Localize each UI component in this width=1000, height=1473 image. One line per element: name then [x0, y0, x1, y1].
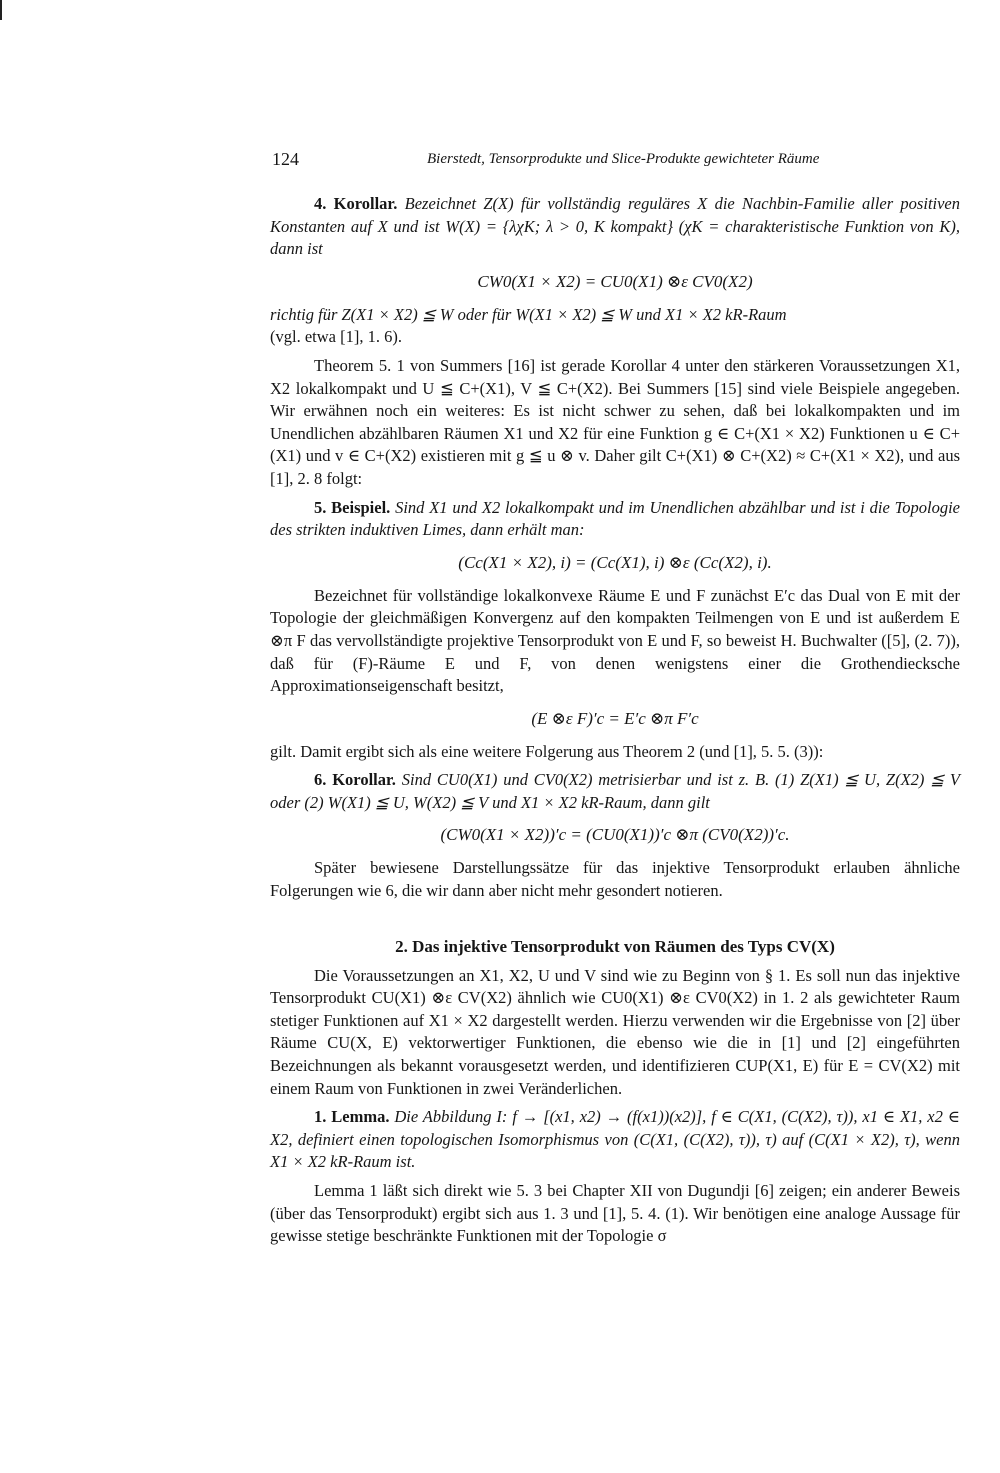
beispiel-5-text: Sind X1 und X2 lokalkompakt und im Unendlichen abzählbar und ist i die Topologie des strikten induktiven Limes, dann erhält man: [270, 497, 960, 540]
korollar-4-after: richtig für Z(X1 × X2) ≦ W oder für W(X1 × X2) ≦ W und X1 × X2 kR-Raum [270, 304, 787, 324]
section-2-paragraph: Die Voraussetzungen an X1, X2, U und V sind wie zu Beginn von § 1. Es soll nun das injektive Tensorprodukt CU(X1) ⊗ε CV(X2) ähnlich wie CU0(X1) ⊗ε CV0(X2) in 1. 2 als gewichteter Raum stetiger Funktionen auf X1 × X2 dargestellt werden. Hierzu verwenden wir die Ergebnisse von [2] über Räume CU(X, E) vektorwertiger Funktionen, die ebenso wie die in [1] und [2] eingeführten Bezeichnungen als bekannt vorausgesetzt werden, und identifizieren CUP(X1, E) für E = CV(X2) mit einem Raum von Funktionen in zwei Veränderlichen. [270, 965, 960, 1098]
korollar-4-ref: (vgl. etwa [1], 1. 6). [270, 327, 402, 347]
page-header [272, 149, 832, 173]
lemma-1-text: Die Abbildung I: f → [(x1, x2) → (f(x1))(x2)], f ∈ C(X1, (C(X2), τ)), x1 ∈ X1, x2 ∈ X2, definiert einen topologischen Isomorphismus von (C(X1, (C(X2), τ)), τ) auf (C(X1 × X2), τ), wenn X1 × X2 kR-Raum ist. [270, 1107, 960, 1172]
korollar-4-text: Bezeichnet Z(X) für vollständig reguläres X die Nachbin-Familie aller positiven Konstanten auf X und ist W(X) = {λχK; λ > 0, K kompakt} (χK = charakteristische Funktion von K), dann ist [270, 194, 961, 259]
scan-edge-mark [0, 0, 2, 20]
equation-cw0-dual: (CW0(X1 × X2))′c = (CU0(X1))′c ⊗π (CV0(X2))′c. [440, 825, 790, 845]
page-number: 124 [272, 149, 299, 169]
beispiel-5 [270, 497, 960, 542]
equation-cc: (Cc(X1 × X2), i) = (Cc(X1), i) ⊗ε (Cc(X2), i). [458, 552, 772, 572]
korollar-6-text: Sind CU0(X1) und CV0(X2) metrisierbar und ist z. B. (1) Z(X1) ≦ U, Z(X2) ≦ V oder (2) W(X1) ≦ U, W(X2) ≦ V und X1 × X2 kR-Raum, dann gilt [270, 770, 960, 812]
korollar-4-condition [270, 304, 960, 349]
korollar-4 [270, 193, 960, 261]
paragraph-folgerung: gilt. Damit ergibt sich als eine weitere Folgerung aus Theorem 2 (und [1], 5. 5. (3)): [270, 741, 824, 761]
paragraph-spaeter: Später bewiesene Darstellungssätze für das injektive Tensorprodukt erlauben ähnliche Folgerungen wie 6, die wir dann aber nicht mehr gesondert notieren. [270, 858, 960, 901]
korollar-6 [270, 769, 960, 814]
running-title: Bierstedt, Tensorprodukte und Slice-Produkte gewichteter Räume [427, 151, 820, 167]
lemma-1-label: 1. Lemma. [314, 1107, 390, 1127]
beispiel-5-label: 5. Beispiel. [314, 497, 391, 517]
paragraph-dugundji: Lemma 1 läßt sich direkt wie 5. 3 bei Chapter XII von Dugundji [6] zeigen; ein anderer Beweis (über das Tensorprodukt) ergibt sich aus 1. 3 und [1], 5. 4. (1). Wir benötigen eine analoge Aussage für gewisse stetige beschränkte Funktionen mit der Topologie σ [270, 1181, 960, 1246]
page-body [270, 193, 960, 1248]
equation-dual: (E ⊗ε F)′c = E′c ⊗π F′c [531, 708, 699, 728]
korollar-6-label: 6. Korollar. [314, 770, 396, 790]
lemma-1 [270, 1106, 960, 1174]
paragraph-buchwalter: Bezeichnet für vollständige lokalkonvexe Räume E und F zunächst E′c das Dual von E mit der Topologie der gleichmäßigen Konvergenz auf den kompakten Teilmengen von E und ist außerdem E ⊗π F das vervollständigte projektive Tensorprodukt von E und F, so beweist H. Buchwalter ([5], (2. 7)), daß für (F)-Räume E und F, von denen wenigstens einer die Grothendiecksche Approximationseigenschaft besitzt, [270, 585, 960, 696]
korollar-4-label: 4. Korollar. [314, 194, 398, 213]
equation-cw0: CW0(X1 × X2) = CU0(X1) ⊗ε CV0(X2) [477, 271, 753, 291]
paragraph-summers: Theorem 5. 1 von Summers [16] ist gerade Korollar 4 unter den stärkeren Voraussetzungen X1, X2 lokalkompakt und U ≦ C+(X1), V ≦ C+(X2). Bei Summers [15] sind viele Beispiele angegeben. Wir erwähnen noch ein weiteres: Es ist nicht schwer zu sehen, daß bei lokalkompakten und im Unendlichen abzählbaren Räumen X1 und X2 für eine Funktion g ∈ C+(X1 × X2) Funktionen u ∈ C+(X1) und v ∈ C+(X2) existieren mit g ≦ u ⊗ v. Daher gilt C+(X1) ⊗ C+(X2) ≈ C+(X1 × X2), und aus [1], 2. 8 folgt: [270, 355, 960, 488]
section-2-heading: 2. Das injektive Tensorprodukt von Räumen des Typs CV(X) [395, 936, 835, 956]
